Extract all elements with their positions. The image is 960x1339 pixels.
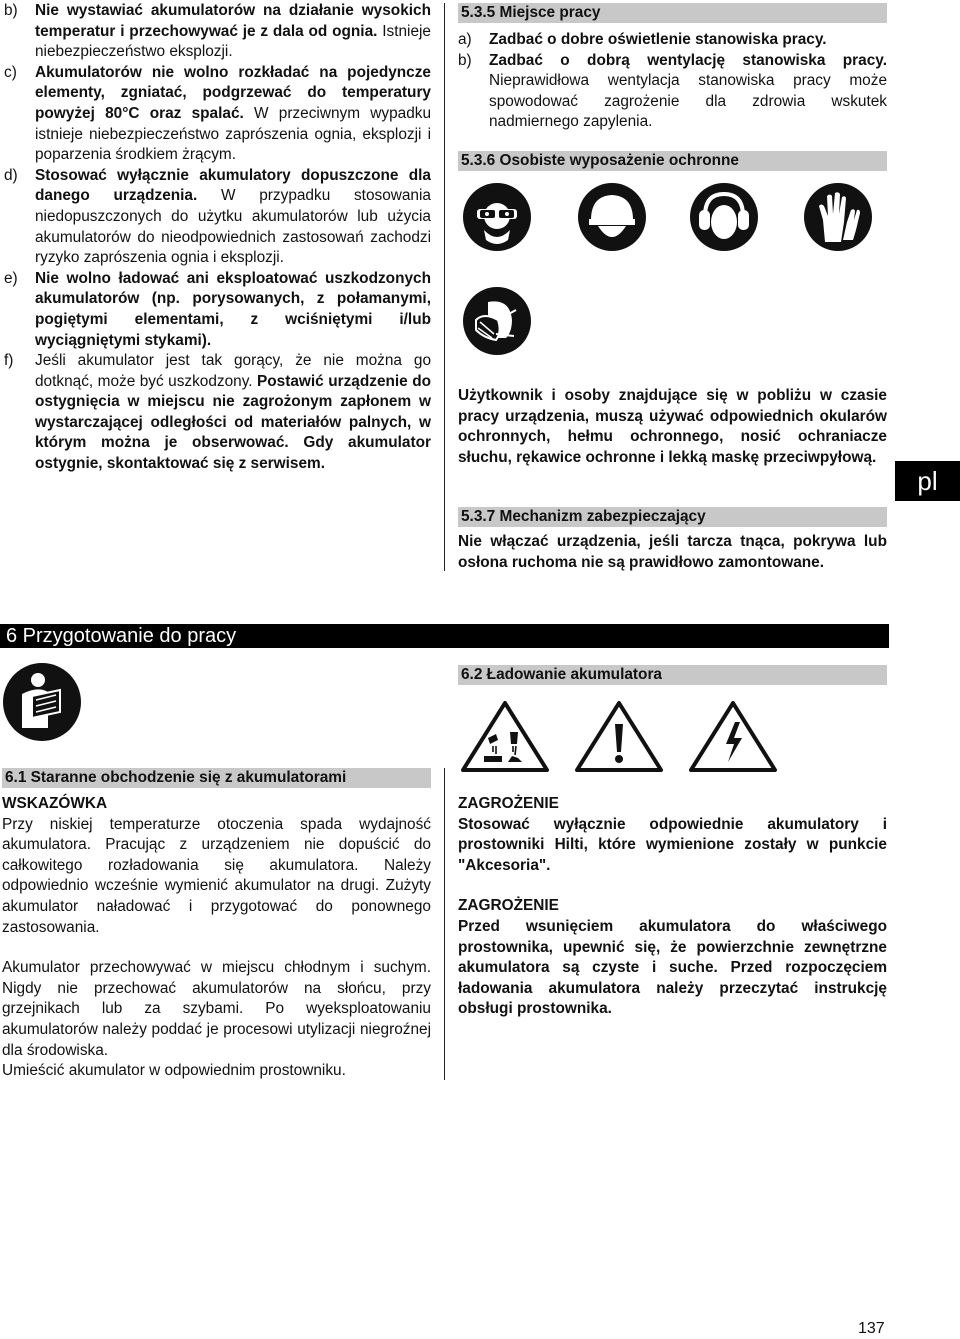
page-number: 137 — [858, 1320, 885, 1337]
battery-charger-paragraph: Umieścić akumulator w odpowiednim prostowniku. — [2, 1062, 346, 1080]
section-title-5-3-6: 5.3.6 Osobiste wyposażenie ochronne — [458, 151, 887, 171]
list-item — [4, 269, 431, 351]
corrosive-warning-icon — [460, 700, 550, 772]
item-text: W przeciwnym wypadku istnieje niebezpieczeństwo zaprószenia ognia, eksplozji i poparzenia środkiem żrącym. — [35, 104, 432, 164]
item-bold-text: Stosować wyłącznie akumulatory dopuszczone dla danego urządzenia. — [35, 166, 431, 205]
item-label: b) — [458, 51, 472, 69]
ear-protection-icon — [689, 182, 759, 252]
section-title-6-2: 6.2 Ładowanie akumulatora — [458, 665, 887, 685]
item-label: f) — [4, 352, 14, 370]
electric-warning-icon — [688, 700, 778, 772]
list-item — [4, 351, 431, 475]
list-item — [458, 51, 887, 133]
chapter-title: 6 Przygotowanie do pracy — [0, 624, 889, 648]
read-manual-icon — [2, 662, 82, 742]
language-tab: pl — [895, 461, 960, 501]
column-divider — [444, 3, 445, 571]
goggles-icon — [462, 182, 532, 252]
charging-section — [458, 794, 887, 1020]
helmet-icon — [577, 182, 647, 252]
battery-storage-paragraph: Akumulator przechowywać w miejscu chłodnym i suchym. Nigdy nie przechować akumulatorów na słońcu, przy grzejnikach lub za szybami. Po wyeksploatowaniu akumulatorów należy poddać je procesowi utylizacji niegroźnej dla środowiska. — [2, 959, 431, 1059]
general-warning-icon — [574, 700, 664, 772]
item-bold-text: Postawić urządzenie do ostygnięcia w miejscu nie zagrożonym zapłonem w wystarczającej odległości od materiałów palnych, w którym można je obserwować. Gdy akumulator ostygnie, skontaktować się z serwisem. — [35, 372, 431, 473]
note-heading: WSKAZÓWKA — [2, 795, 108, 812]
battery-handling-section — [2, 794, 431, 1082]
item-label: a) — [458, 31, 472, 48]
battery-paragraph: Przy niskiej temperaturze otoczenia spada wydajność akumulatora. Pracując z urządzeniem nie dopuścić do całkowitego rozładowania się akumulatora. Należy odpowiednio wcześnie wymienić akumulator na drugi. Zużyty akumulator naładować i przygotować do ponownego zastosowania. — [2, 815, 431, 936]
item-bold-text: Zadbać o dobre oświetlenie stanowiska pracy. — [489, 31, 827, 48]
item-text: Nieprawidłowa wentylacja stanowiska pracy może spowodować zagrożenie dla zdrowia wskutek nadmiernego zapylenia. — [489, 72, 887, 131]
item-text: Jeśli akumulator jest tak gorący, że nie można go dotknąć, może być uszkodzony. — [35, 352, 431, 390]
danger-heading: ZAGROŻENIE — [458, 795, 559, 812]
section-title-5-3-7: 5.3.7 Mechanizm zabezpieczający — [458, 507, 887, 527]
item-bold-text: Nie wolno ładować ani eksploatować uszkodzonych akumulatorów (np. porysowanych, z połamanymi, pogiętymi elementami, z wciśniętymi i/lub wyciągniętymi stykami). — [35, 269, 431, 349]
item-label: e) — [4, 269, 18, 287]
list-item — [4, 63, 431, 166]
safety-mechanism-paragraph: Nie włączać urządzenia, jeśli tarcza tnąca, pokrywa lub osłona ruchoma nie są prawidłowo zamontowane. — [458, 533, 887, 571]
item-label: b) — [4, 2, 18, 19]
right-column — [458, 3, 887, 133]
list-item — [4, 166, 431, 269]
column-divider — [444, 768, 445, 1080]
danger-heading: ZAGROŻENIE — [458, 897, 559, 915]
item-bold-text: Nie wystawiać akumulatorów na działanie wysokich temperatur i przechowywać je z dala od ognia. — [35, 2, 431, 40]
item-text: W przypadku stosowania niedopuszczonych do użytku akumulatorów lub użycia akumulatorów do nieodpowiednich zastosowań zachodzi ryzyko zaprószenia ognia i eksplozji. — [35, 187, 431, 267]
item-bold-text: Zadbać o dobrą wentylację stanowiska pracy. — [489, 51, 887, 69]
dust-mask-icon — [462, 286, 532, 356]
list-item — [458, 30, 887, 51]
ppe-paragraph: Użytkownik i osoby znajdujące się w pobliżu w czasie pracy urządzenia, muszą używać odpowiednich okularów ochronnych, hełmu ochronnego, nosić ochraniacze słuchu, rękawice ochronne i lekką maskę przeciwpyłową. — [458, 387, 887, 466]
item-text: Istnieje niebezpieczeństwo eksplozji. — [35, 22, 431, 61]
list-item — [4, 1, 431, 63]
left-column-safety-list — [4, 1, 431, 475]
danger-text: Stosować wyłącznie odpowiednie akumulatory i prostowniki Hilti, które wymienione zostały w punkcie "Akcesoria". — [458, 815, 887, 874]
item-label: c) — [4, 63, 17, 81]
section-title-6-1: 6.1 Staranne obchodzenie się z akumulatorami — [2, 768, 431, 788]
danger-text: Przed wsunięciem akumulatora do właściwego prostownika, upewnić się, że powierzchnie zewnętrzne akumulatora są czyste i suche. Przed rozpoczęciem ładowania akumulatora należy przeczytać instrukcję obsługi prostownika. — [458, 917, 887, 1018]
gloves-icon — [803, 182, 873, 252]
section-title-5-3-5: 5.3.5 Miejsce pracy — [458, 3, 887, 23]
item-bold-text: Akumulatorów nie wolno rozkładać na pojedyncze elementy, zgniatać, podgrzewać do temperatury powyżej 80°C oraz spalać. — [35, 63, 431, 122]
item-label: d) — [4, 166, 18, 184]
